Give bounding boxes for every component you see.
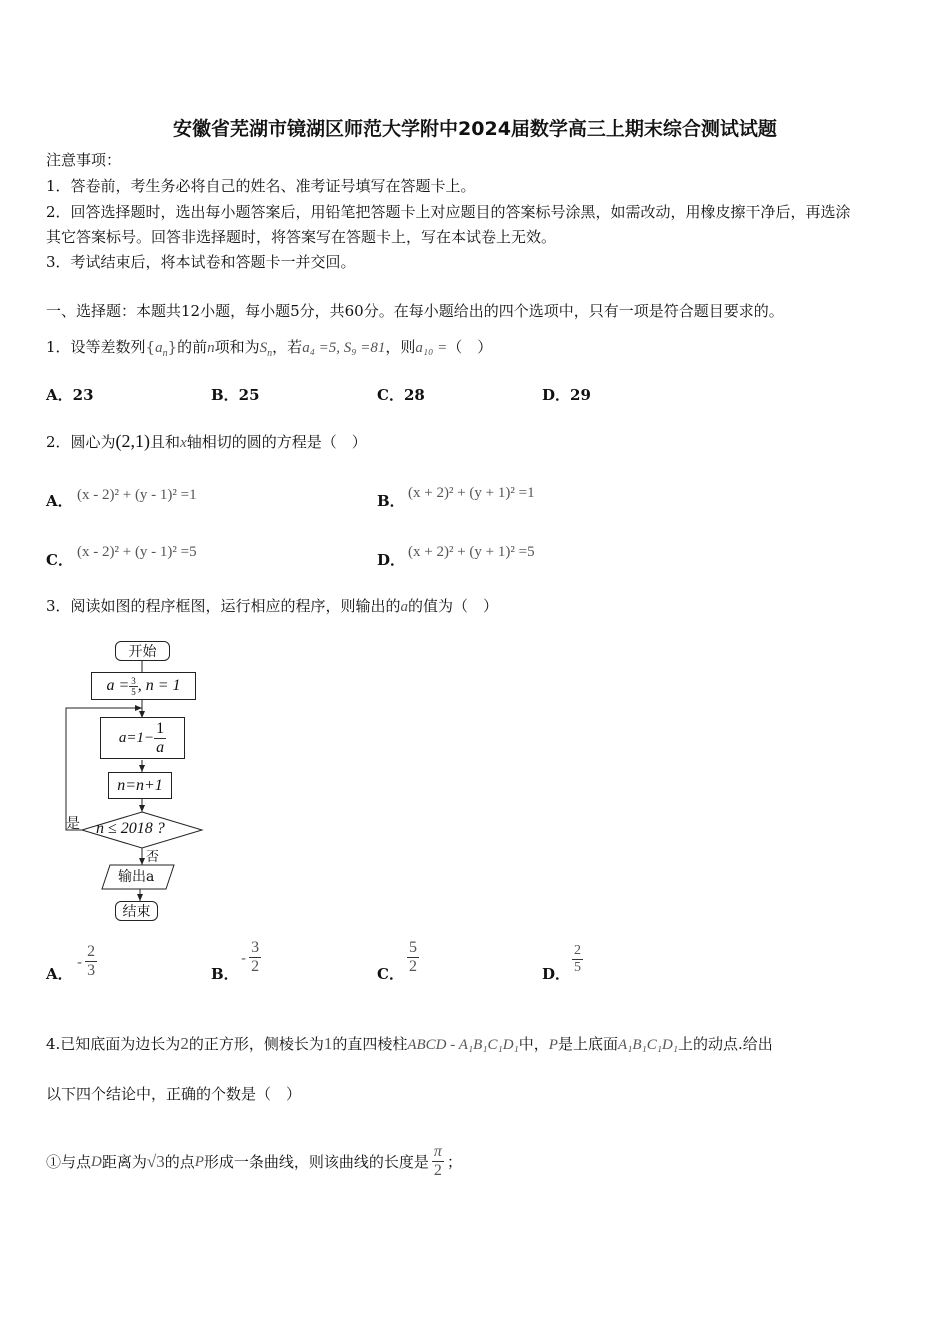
q3-option-d[interactable]: D． — [542, 965, 571, 983]
q2-option-b[interactable]: B． — [377, 492, 405, 510]
q3-option-c[interactable]: C． — [377, 965, 404, 983]
q2-option-a-equation: (x - 2)² + (y - 1)² =1 — [77, 487, 197, 503]
q2-option-c-equation: (x - 2)² + (y - 1)² =5 — [77, 544, 197, 560]
flow-increment-box: n=n+1 — [108, 772, 172, 799]
question-4: 4.已知底面为边长为2的正方形，侧棱长为1的直四棱柱ABCD - A₁B₁C₁D₁中，P是上底面A₁B₁C₁D₁上的动点.给出 — [46, 1034, 773, 1053]
seq-symbol: a — [155, 340, 163, 356]
flow-output: 输出a — [118, 869, 155, 885]
q2-option-b-equation: (x + 2)² + (y + 1)² =1 — [408, 485, 535, 501]
question-2: 2．圆心为(2,1)且和x轴相切的圆的方程是（ ） — [46, 431, 367, 451]
q2-option-c[interactable]: C． — [46, 551, 73, 569]
q3-option-b-value: - $\frac{3}{2}$ — [241, 939, 260, 975]
flow-no-label: 否 — [146, 850, 160, 865]
flow-start: 开始 — [115, 641, 170, 661]
section-1-heading: 一、选择题：本题共12小题，每小题5分，共60分。在每小题给出的四个选项中，只有一项是符合题目要求的。 — [46, 302, 784, 320]
question-1: 1．设等差数列$\{a_n\}$的前n项和为$S_n$，若a₄ =5, S₉ =81，则a₁₀ =（ ） — [46, 338, 493, 359]
q3-option-c-value: $\frac{5}{2}$ — [409, 939, 417, 975]
q4-line-2: 以下四个结论中，正确的个数是（ ） — [46, 1085, 302, 1103]
flow-assign-box: a=1− $\frac{1}{a}$ — [100, 717, 185, 759]
notice-heading: 注意事项： — [46, 151, 122, 169]
q3-option-a-value: - $\frac{2}{3}$ — [77, 943, 96, 979]
question-3: 3．阅读如图的程序框图，运行相应的程序，则输出的a的值为（ ） — [46, 597, 499, 615]
q2-center: (2,1) — [115, 431, 151, 451]
q1-option-c[interactable]: C．28 — [377, 386, 425, 404]
q2-option-d[interactable]: D． — [377, 551, 406, 569]
q3-option-a[interactable]: A． — [46, 965, 73, 983]
q3-option-d-value: $\frac{2}{5}$ — [574, 943, 581, 975]
flow-init-box: a = $\frac{3}{5}$ , n = 1 — [91, 672, 196, 700]
notice-item-2a: 2．回答选择题时，选出每小题答案后，用铅笔把答题卡上对应题目的答案标号涂黑，如需改动，用橡皮擦干净后，再选涂 — [46, 203, 851, 221]
q4-top-face: A₁B₁C₁D₁ — [617, 1037, 678, 1053]
notice-item-3: 3．考试结束后，将本试卷和答题卡一并交回。 — [46, 253, 356, 271]
q4-prism: ABCD - A₁B₁C₁D₁ — [407, 1037, 519, 1053]
q2-option-d-equation: (x + 2)² + (y + 1)² =5 — [408, 544, 535, 560]
flow-yes-label: 是 — [66, 816, 80, 832]
flow-end: 结束 — [115, 901, 158, 921]
q1-option-b[interactable]: B．25 — [211, 386, 260, 404]
q1-condition: a₄ =5, S₉ =81 — [302, 340, 386, 356]
q2-option-a[interactable]: A． — [46, 492, 73, 510]
flow-condition: n ≤ 2018 ? — [96, 820, 165, 837]
q4-statement-1: ①与点 D 距离为 √3 的点 P 形成一条曲线，则该曲线的长度是 $\frac{\pi}{2}$ ； — [46, 1143, 462, 1179]
notice-item-2b: 其它答案标号。回答非选择题时，将答案写在答题卡上，写在本试卷上无效。 — [46, 228, 557, 246]
q1-option-a[interactable]: A．23 — [46, 386, 94, 404]
q3-option-b[interactable]: B． — [211, 965, 239, 983]
page-title: 安徽省芜湖市镜湖区师范大学附中2024届数学高三上期末综合测试试题 — [173, 118, 777, 140]
q1-option-d[interactable]: D．29 — [542, 386, 591, 404]
notice-item-1: 1．答卷前，考生务必将自己的姓名、准考证号填写在答题卡上。 — [46, 177, 476, 195]
